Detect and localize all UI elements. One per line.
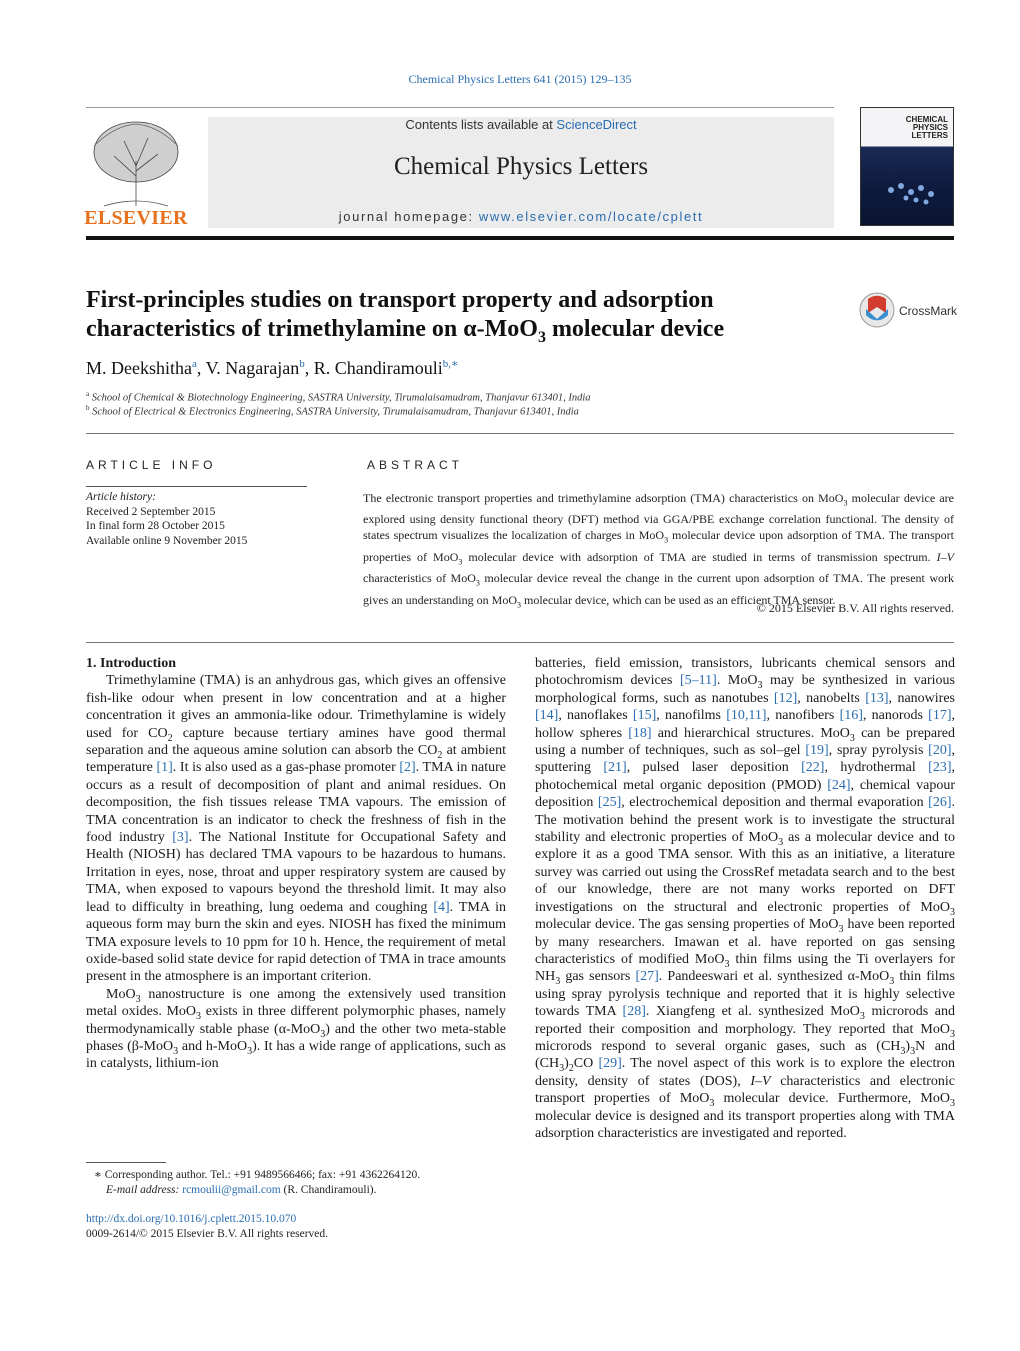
article-title: First-principles studies on transport property and adsorption characteristics of trimethylamine on α-MoO$_3$ molecular device (86, 287, 725, 346)
journal-title: Chemical Physics Letters (393, 153, 649, 180)
abstract-heading: ABSTRACT (367, 458, 464, 472)
abstract-copyright: © 2015 Elsevier B.V. All rights reserved. (756, 601, 954, 615)
reference-link[interactable]: [16] (839, 708, 863, 724)
paragraph: MoO$_3$ nanostructure is one among the extensively used transition metal oxides. MoO$_3$ exists in three different polymorphic phases, namely thermodynamically stable phase (α-MoO$_3$) and the other two meta-stable phases (β-MoO$_3$ and h-MoO$_3$). It has a wide range of applications, such as in catalysts, lithium-ion (86, 986, 506, 1072)
reference-link[interactable]: [29] (598, 1056, 622, 1072)
affiliation-mark[interactable]: b (299, 358, 305, 370)
reference-link[interactable]: [3] (172, 830, 189, 846)
contents-line: Contents lists available at ScienceDirect (405, 117, 637, 132)
journal-masthead (208, 117, 834, 228)
reference-link[interactable]: [19] (805, 743, 829, 759)
reference-link[interactable]: [22] (801, 760, 825, 776)
reference-link[interactable]: [27] (635, 969, 659, 985)
cover-title: CHEMICAL PHYSICS LETTERS (905, 115, 948, 140)
reference-link[interactable]: [1] (156, 760, 173, 776)
reference-link[interactable]: [15] (632, 708, 657, 724)
section-heading-introduction: 1. Introduction (86, 656, 176, 671)
affiliation-rule (86, 433, 954, 434)
reference-link[interactable]: [5–11] (680, 673, 717, 689)
journal-homepage-link[interactable]: www.elsevier.com/locate/cplett (478, 209, 704, 224)
crossmark-label[interactable]: CrossMark (899, 304, 958, 318)
doi-link[interactable]: http://dx.doi.org/10.1016/j.cplett.2015.10.070 (86, 1213, 297, 1225)
journal-citation[interactable]: Chemical Physics Letters 641 (2015) 129–135 (408, 72, 632, 86)
article-history: Article history: Received 2 September 2015 In final form 28 October 2015 Available online 9 November 2015 (86, 491, 248, 547)
doi-block: http://dx.doi.org/10.1016/j.cplett.2015.10.070 0009-2614/© 2015 Elsevier B.V. All rights reserved. (86, 1213, 329, 1240)
cover-molecule-image (871, 168, 951, 218)
reference-link[interactable]: [18] (628, 725, 652, 741)
reference-link[interactable]: [13] (865, 690, 889, 706)
reference-link[interactable]: [26] (928, 795, 952, 811)
author-name: R. Chandiramouli (313, 358, 443, 378)
article-info-rule (86, 486, 307, 487)
author-name: M. Deekshitha (86, 358, 192, 378)
reference-link[interactable]: [28] (622, 1004, 646, 1020)
reference-link[interactable]: [4] (433, 899, 450, 915)
paragraph: batteries, field emission, transistors, lubricants chemical sensors and photochromism devices [5–11]. MoO$_3$ may be synthesized in various morphological forms, such as nanotubes [12], nanobelts [13], nanowires [14], nanoflakes [15], nanofilms [10,11], nanofibers [16], nanorods [17], hollow spheres [18] and hierarchical structures. MoO$_3$ can be prepared using a number of techniques, such as sol–gel [19], spray pyrolysis [20], sputtering [21], pulsed laser deposition [22], hydrothermal [23], photochemical metal organic deposition (PMOD) [24], chemical vapour deposition [25], electrochemical deposition and thermal evaporation [26]. The motivation behind the present work is to investigate the structural stability and electronic properties of MoO$_3$ as a molecular device and to explore it as a good TMA sensor. With this as an initiative, a literature survey was carried out using the CrossRef metadata search and to the best of our knowledge, there are not many works reported on DFT investigations on the structural and electronic properties of MoO$_3$ molecular device. The gas sensing properties of MoO$_3$ have been reported by many researchers. Imawan et al. have reported on gas sensing characteristics of modified MoO$_3$ thin films using the Ti overlayers for $NH_3$ gas sensors [27]. Pandeeswari et al. synthesized α-MoO$_3$ thin films using spray pyrolysis technique and reported that it is highly selective towards TMA [28]. Xiangfeng et al. synthesized MoO$_3$ microrods and reported their composition and morphology. They reported that MoO$_3$ microrods respond to several organic gases, such as $(CH_3)_3N$ and $(CH_3)_2CO$ [29]. The novel aspect of this work is to explore the electron density, density of states (DOS), I–V characteristics and electronic transport properties of MoO$_3$ molecular device. Furthermore, MoO$_3$ molecular device is designed and its transport properties along with TMA adsorption characteristics are investigated and reported. (535, 656, 956, 1141)
author-list: M. Deekshitha$^a$, V. Nagarajan$^b$, R. Chandiramouli$^{b,∗}$ (86, 358, 459, 378)
corresponding-author-footnote: ∗ Corresponding author. Tel.: +91 9489566466; fax: +91 4362264120. E-mail address: rcmoulii@gmail.com (R. Chandiramouli). (94, 1169, 421, 1196)
reference-link[interactable]: [2] (399, 760, 416, 776)
elsevier-wordmark: ELSEVIER (84, 207, 188, 229)
journal-homepage: journal homepage: www.elsevier.com/locate/cplett (338, 209, 704, 224)
journal-cover-thumbnail[interactable] (860, 107, 954, 226)
reference-link[interactable]: [21] (603, 760, 627, 776)
reference-link[interactable]: [25] (597, 795, 622, 811)
paragraph: Trimethylamine (TMA) is an anhydrous gas, which gives an offensive fish-like odour when present in low concentration and at a higher concentration it gives an ammonia-like odour. Trimethylamine is widely used for $CO_2$ capture because tertiary amines have good thermal separation and the aqueous amine solution can absorb the $CO_2$ at ambient temperature [1]. It is also used as a gas-phase promoter [2]. TMA in nature occurs as a result of decomposition of plant and animal residues. On decomposition, the fish tissues release TMA vapours. The emission of TMA concentration is an indicator to check the freshness of fish in the food industry [3]. The National Institute for Occupational Safety and Health (NIOSH) has declared TMA vapours to be hazardous to humans. Irritation in eyes, nose, throat and upper respiratory system are caused by TMA, when exposed to vapours beyond the threshold limit. It may also lead to difficulty in breathing, lung oedema and coughing [4]. TMA in aqueous form may burn the skin and eyes. NIOSH has fixed the minimum TMA exposure levels to 10 ppm for 10 h. Hence, the requirement of metal oxide-based solid state device for rapid detection of TMA in trace amounts present in the atmosphere is an important criterion. (86, 673, 507, 985)
reference-link[interactable]: [23] (928, 760, 952, 776)
affiliation-a: $^a$ School of Chemical & Biotechnology Engineering, SASTRA University, Tirumalaisamudram, Thanjavur 613401, India (86, 390, 591, 404)
affiliation-mark[interactable]: b,∗ (442, 358, 459, 370)
abstract-rule (86, 642, 954, 643)
body-column-right (535, 655, 955, 1142)
email-link[interactable]: rcmoulii@gmail.com (182, 1184, 281, 1196)
reference-link[interactable]: [20] (928, 743, 952, 759)
sciencedirect-link[interactable]: ScienceDirect (556, 117, 637, 132)
reference-link[interactable]: [17] (928, 708, 952, 724)
reference-link[interactable]: [24] (827, 777, 851, 793)
footnote-rule (86, 1162, 166, 1163)
abstract-text: The electronic transport properties and trimethylamine adsorption (TMA) characteristics on MoO$_3$ molecular device are explored using density functional theory (DFT) method via GGA/PBE exchange correlation functional. The density of states spectrum visualizes the localization of charges in MoO$_3$ molecular device upon adsorption of TMA. The transport properties of MoO$_3$ molecular device with adsorption of TMA are studied in terms of transmission spectrum. I–V characteristics of MoO$_3$ molecular device reveal the change in the current upon adsorption of TMA. The present work gives an understanding on MoO$_3$ molecular device, which can be used as an efficient TMA sensor. (363, 491, 955, 609)
article-info-heading: ARTICLE INFO (86, 458, 217, 472)
reference-link[interactable]: [10,11] (726, 708, 767, 724)
affiliation-b: $^b$ School of Electrical & Electronics Engineering, SASTRA University, Tirumalaisamudram, Thanjavur 613401, India (86, 404, 579, 418)
author-name: V. Nagarajan (205, 358, 300, 378)
reference-link[interactable]: [12] (773, 690, 798, 706)
reference-link[interactable]: [14] (535, 708, 559, 724)
header-rule (86, 107, 834, 108)
affiliation-mark[interactable]: a (191, 358, 197, 370)
body-column-left (86, 655, 506, 1073)
masthead-rule (86, 236, 954, 240)
